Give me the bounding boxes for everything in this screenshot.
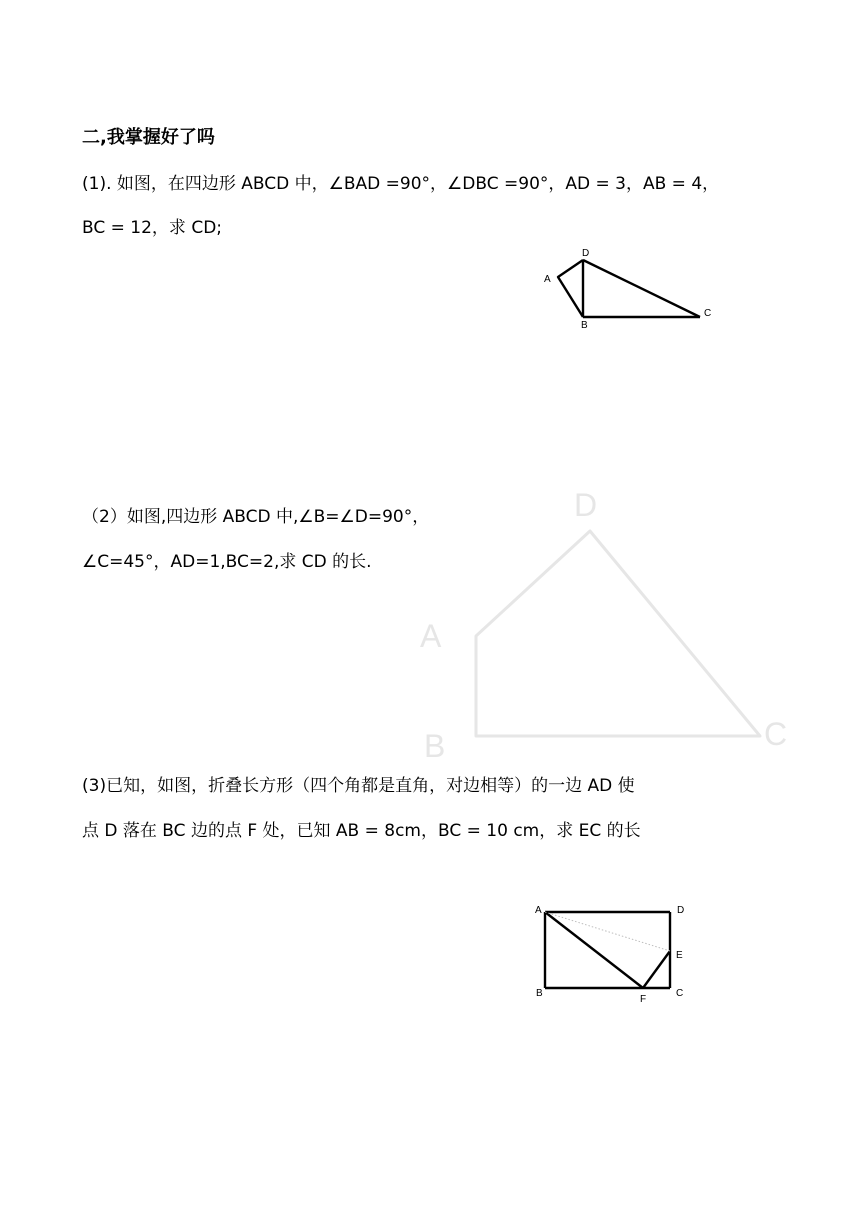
p2-label-b: B <box>424 728 446 764</box>
section-title: 二,我掌握好了吗 <box>82 127 215 148</box>
p3-label-c: C <box>676 988 684 999</box>
p3-fold-ae <box>545 912 670 951</box>
problem1-text-line1: (1). 如图，在四边形 ABCD 中，∠BAD =90°，∠DBC =90°，AD = 3，AB = 4， <box>82 174 720 194</box>
p1-edge-dc <box>583 260 700 317</box>
p1-label-c: C <box>704 308 712 319</box>
p1-label-d: D <box>582 248 590 259</box>
p1-edge-dab <box>558 260 583 317</box>
problem3-text-line1: (3)已知，如图，折叠长方形（四个角都是直角，对边相等）的一边 AD 使 <box>82 776 635 796</box>
p1-label-a: A <box>544 274 551 285</box>
p2-label-c: C <box>764 716 788 752</box>
p2-quadrilateral <box>476 531 760 736</box>
problem2-text-line1: （2）如图,四边形 ABCD 中,∠B=∠D=90°， <box>82 507 430 527</box>
problem3-text-line2: 点 D 落在 BC 边的点 F 处，已知 AB = 8cm，BC = 10 cm，求 EC 的长 <box>82 821 641 841</box>
p3-label-b: B <box>536 988 543 999</box>
p3-edge-fe <box>643 951 670 988</box>
p1-label-b: B <box>581 320 588 331</box>
p3-label-d: D <box>677 905 685 916</box>
problem2-text-line2: ∠C=45°，AD=1,BC=2,求 CD 的长. <box>82 552 372 572</box>
problem1-text-line2: BC = 12，求 CD; <box>82 218 223 238</box>
p3-label-a: A <box>535 905 542 916</box>
p2-label-a: A <box>420 618 442 654</box>
p3-label-e: E <box>676 950 683 961</box>
p3-edge-af <box>545 912 643 988</box>
p2-label-d: D <box>574 487 598 523</box>
p3-label-f: F <box>640 994 647 1005</box>
